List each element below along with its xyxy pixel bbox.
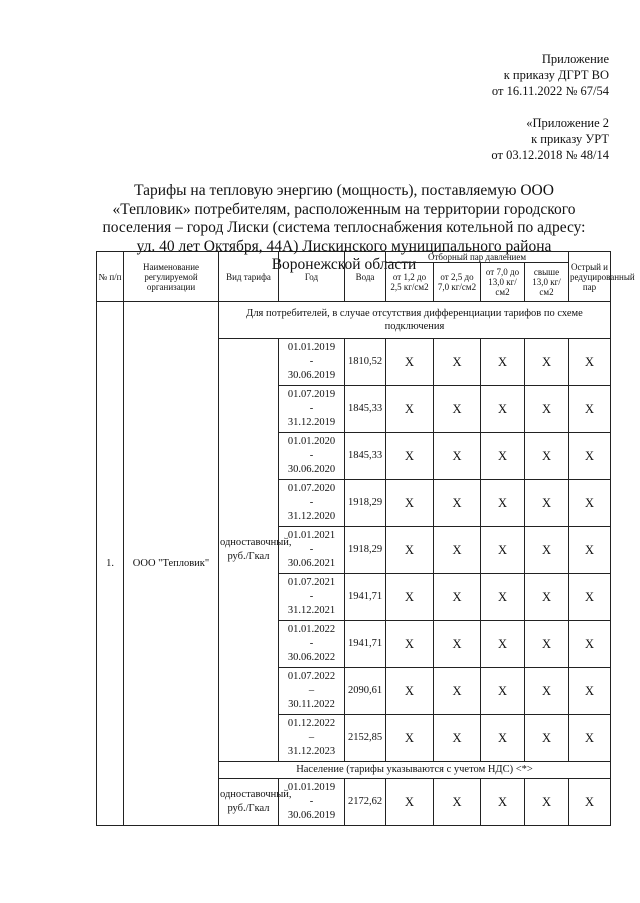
table-body: [97, 302, 611, 826]
steam-value: X: [434, 574, 481, 621]
period-cell: [279, 715, 345, 762]
header-kind: Вид тарифа: [219, 252, 279, 302]
steam-value: X: [434, 386, 481, 433]
period-to: 30.06.2019: [287, 810, 336, 821]
steam-value: X: [481, 339, 525, 386]
water-price: 1918,29: [345, 527, 386, 574]
steam-value: X: [386, 433, 434, 480]
steam-value: X: [569, 527, 611, 574]
steam-value: X: [569, 715, 611, 762]
steam-value: X: [434, 527, 481, 574]
appendix-line: от 16.11.2022 № 67/54: [491, 84, 609, 98]
steam-value: X: [434, 668, 481, 715]
period-cell: [279, 339, 345, 386]
water-price: 1845,33: [345, 386, 386, 433]
organization-name: ООО "Тепловик": [124, 302, 219, 826]
header-water: Вода: [345, 252, 386, 302]
period-from: 01.12.2022: [287, 718, 336, 729]
period-sep: -: [309, 591, 314, 602]
period-from: 01.01.2019: [287, 782, 336, 793]
appendix-header: [492, 51, 609, 99]
period-sep: -: [309, 450, 314, 461]
steam-value: X: [481, 433, 525, 480]
header-steam-2: от 2,5 до 7,0 кг/см2: [434, 263, 481, 302]
steam-value: X: [386, 574, 434, 621]
period-cell: [279, 480, 345, 527]
steam-value: X: [525, 386, 569, 433]
steam-value: X: [434, 621, 481, 668]
water-price: 1941,71: [345, 574, 386, 621]
document-title: Тарифы на тепловую энергию (мощность), поставляемую ООО «Тепловик» потребителям, расположенным на территории городского поселения – город Лиски (система теплоснабжения котельной по адресу: ул. 40 лет Октября, 44А) Лискинского муниципального района Воронежской области: [102, 182, 586, 273]
period-cell: [279, 433, 345, 480]
header-num: № п/п: [97, 252, 124, 302]
period-to: 30.11.2022: [288, 699, 335, 710]
steam-value: X: [481, 621, 525, 668]
header-year: Год: [279, 252, 345, 302]
period-from: 01.01.2021: [287, 530, 336, 541]
steam-value: X: [525, 668, 569, 715]
header-sharp-steam: Острый и редуцированный пар: [569, 252, 611, 302]
steam-value: X: [386, 480, 434, 527]
water-price: 2090,61: [345, 668, 386, 715]
appendix-line: к приказу УРТ: [531, 132, 609, 146]
section-row: [97, 302, 611, 339]
header-steam-3: от 7,0 до 13,0 кг/см2: [481, 263, 525, 302]
steam-value: X: [525, 480, 569, 527]
water-price: 1918,29: [345, 480, 386, 527]
period-cell: [279, 527, 345, 574]
water-price: 2172,62: [345, 779, 386, 826]
appendix-line: «Приложение 2: [526, 116, 609, 130]
header-steam-4: свыше 13,0 кг/см2: [525, 263, 569, 302]
period-from: 01.07.2019: [287, 389, 336, 400]
steam-value: X: [434, 715, 481, 762]
steam-value: X: [525, 621, 569, 668]
steam-value: X: [481, 574, 525, 621]
period-to: 31.12.2021: [287, 605, 336, 616]
period-from: 01.01.2019: [287, 342, 336, 353]
period-to: 30.06.2019: [287, 370, 336, 381]
appendix-line: Приложение: [541, 52, 609, 66]
row-number: 1.: [97, 302, 124, 826]
steam-value: X: [569, 433, 611, 480]
period-to: 30.06.2021: [287, 558, 336, 569]
steam-value: X: [569, 574, 611, 621]
section-title: Для потребителей, в случае отсутствия дифференциации тарифов по схеме подключения: [219, 302, 611, 339]
steam-value: X: [481, 779, 525, 826]
steam-value: X: [569, 621, 611, 668]
period-from: 01.07.2021: [287, 577, 336, 588]
period-from: 01.07.2020: [287, 483, 336, 494]
steam-value: X: [569, 779, 611, 826]
period-to: 31.12.2023: [287, 746, 336, 757]
period-sep: -: [309, 403, 314, 414]
period-cell: [279, 779, 345, 826]
period-cell: [279, 386, 345, 433]
steam-value: X: [386, 779, 434, 826]
period-from: 01.07.2022: [287, 671, 336, 682]
steam-value: X: [569, 339, 611, 386]
period-to: 30.06.2022: [287, 652, 336, 663]
period-to: 30.06.2020: [287, 464, 336, 475]
period-sep: -: [309, 796, 314, 807]
water-price: 1845,33: [345, 433, 386, 480]
appendix-line: к приказу ДГРТ ВО: [503, 68, 609, 82]
period-sep: –: [308, 685, 315, 696]
tariff-table: [96, 251, 635, 826]
steam-value: X: [386, 339, 434, 386]
appendix-line: от 03.12.2018 № 48/14: [491, 148, 609, 162]
appendix-2-header: [491, 115, 609, 163]
header-steam-1: от 1,2 до 2,5 кг/см2: [386, 263, 434, 302]
steam-value: X: [386, 668, 434, 715]
steam-value: X: [386, 386, 434, 433]
steam-value: X: [481, 715, 525, 762]
steam-value: X: [386, 621, 434, 668]
steam-value: X: [525, 527, 569, 574]
steam-value: X: [481, 668, 525, 715]
steam-value: X: [434, 480, 481, 527]
steam-value: X: [481, 480, 525, 527]
steam-value: X: [569, 668, 611, 715]
period-from: 01.01.2022: [287, 624, 336, 635]
steam-value: X: [481, 386, 525, 433]
steam-value: X: [525, 715, 569, 762]
steam-value: X: [569, 386, 611, 433]
steam-value: X: [434, 339, 481, 386]
period-from: 01.01.2020: [287, 436, 336, 447]
period-to: 31.12.2019: [287, 417, 336, 428]
period-sep: -: [309, 638, 314, 649]
steam-value: X: [525, 433, 569, 480]
steam-value: X: [569, 480, 611, 527]
period-cell: [279, 621, 345, 668]
steam-value: X: [434, 433, 481, 480]
water-price: 2152,85: [345, 715, 386, 762]
tariff-kind: одноставочный, руб./Гкал: [219, 779, 279, 826]
period-cell: [279, 574, 345, 621]
section-title: Население (тарифы указываются с учетом НДС) <*>: [219, 762, 611, 779]
period-sep: –: [308, 732, 315, 743]
steam-value: X: [525, 574, 569, 621]
water-price: 1941,71: [345, 621, 386, 668]
period-sep: -: [309, 497, 314, 508]
water-price: 1810,52: [345, 339, 386, 386]
steam-value: X: [525, 339, 569, 386]
tariff-kind: одноставочный, руб./Гкал: [219, 339, 279, 762]
steam-value: X: [525, 779, 569, 826]
steam-value: X: [434, 779, 481, 826]
steam-value: X: [386, 715, 434, 762]
period-to: 31.12.2020: [287, 511, 336, 522]
period-cell: [279, 668, 345, 715]
header-steam-group: Отборный пар давлением: [386, 252, 569, 263]
period-sep: -: [309, 544, 314, 555]
steam-value: X: [481, 527, 525, 574]
header-org: Наименование регулируемой организации: [124, 252, 219, 302]
period-sep: -: [309, 356, 314, 367]
steam-value: X: [386, 527, 434, 574]
